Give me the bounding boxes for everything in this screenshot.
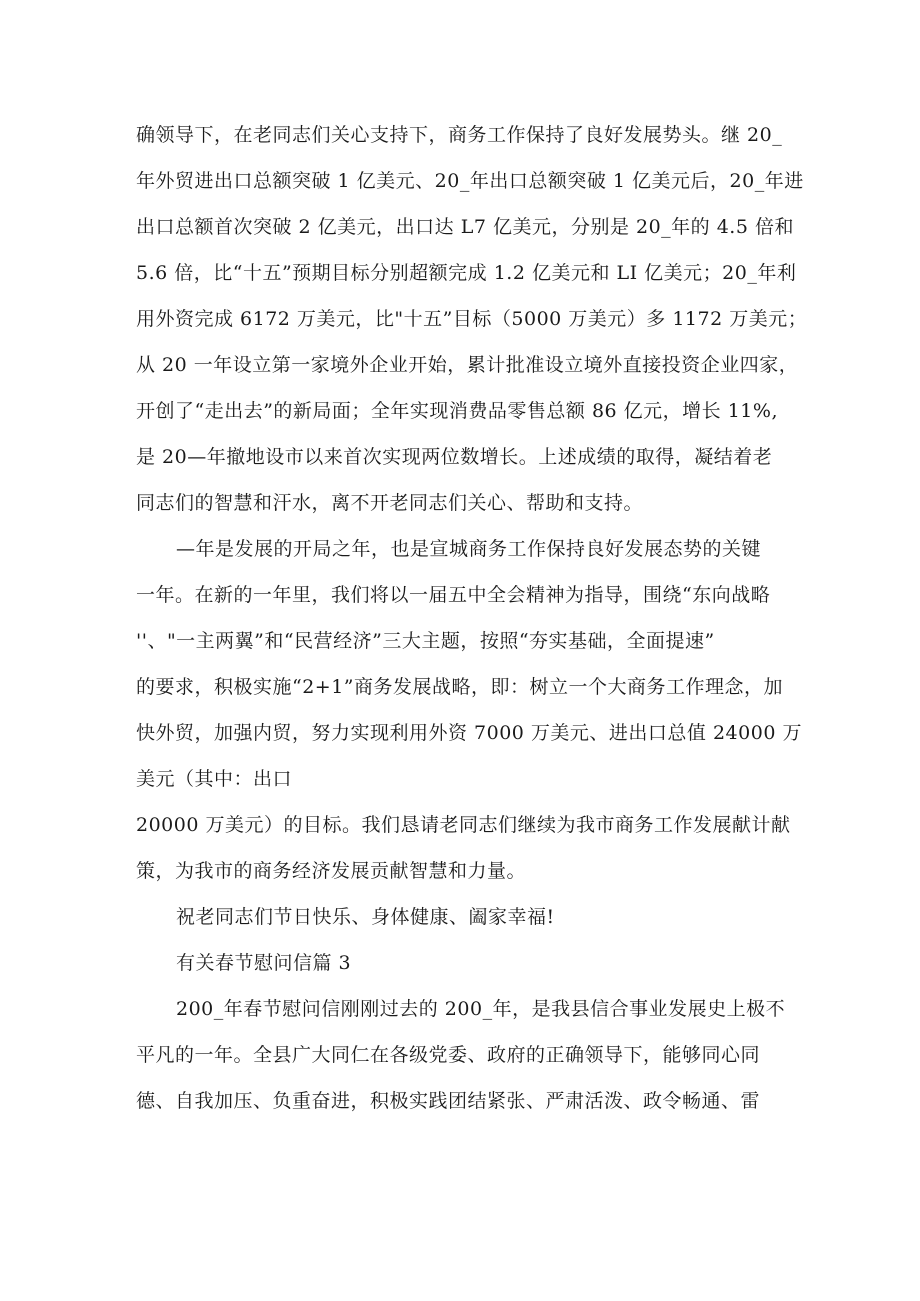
- text-line: ''、"一主两翼”和“民营经济”三大主题，按照“夯实基础，全面提速”: [136, 630, 715, 652]
- document-body: [136, 112, 808, 1124]
- text-line: 一年。在新的一年里，我们将以一届五中全会精神为指导，围绕“东向战略: [136, 584, 771, 606]
- text-line: 用外资完成 6172 万美元，比"十五”目标（5000 万美元）多 1172 万美元；: [136, 308, 808, 330]
- text-line: 年外贸进出口总额突破 1 亿美元、20_年出口总额突破 1 亿美元后，20_年进: [136, 170, 804, 192]
- text-line: 美元（其中：出口: [136, 768, 293, 790]
- text-line: 德、自我加压、负重奋进，积极实践团结紧张、严肃活泼、政令畅通、雷: [136, 1090, 761, 1112]
- text-line: 平凡的一年。全县广大同仁在各级党委、政府的正确领导下，能够同心同: [136, 1044, 761, 1066]
- text-line: 祝老同志们节日快乐、身体健康、阖家幸福!: [176, 906, 555, 928]
- text-line: 5.6 倍，比“十五”预期目标分别超额完成 1.2 亿美元和 LI 亿美元；20_年利: [136, 262, 797, 284]
- section-heading: 有关春节慰问信篇 3: [176, 952, 352, 974]
- text-line: 策，为我市的商务经济发展贡献智慧和力量。: [136, 860, 527, 882]
- text-line: 的要求，积极实施“2+1”商务发展战略，即：树立一个大商务工作理念，加: [136, 676, 784, 698]
- text-line: 从 20 一年设立第一家境外企业开始，累计批准设立境外直接投资企业四家，: [136, 354, 799, 376]
- text-line: 200_年春节慰问信刚刚过去的 200_年，是我县信合事业发展史上极不: [176, 998, 786, 1020]
- text-line: 同志们的智慧和汗水，离不开老同志们关心、帮助和支持。: [136, 492, 644, 514]
- text-line: 出口总额首次突破 2 亿美元，出口达 L7 亿美元，分别是 20_年的 4.5 倍和: [136, 216, 794, 238]
- text-line: 快外贸，加强内贸，努力实现利用外资 7000 万美元、进出口总值 24000 万: [136, 722, 802, 744]
- text-line: 20000 万美元）的目标。我们恳请老同志们继续为我市商务工作发展献计献: [136, 814, 791, 836]
- text-line: 是 20—年撤地设市以来首次实现两位数增长。上述成绩的取得，凝结着老: [136, 446, 773, 468]
- text-line: —年是发展的开局之年，也是宣城商务工作保持良好发展态势的关键: [176, 538, 762, 560]
- text-line: 开创了“走出去”的新局面；全年实现消费品零售总额 86 亿元，增长 11%,: [136, 400, 778, 422]
- text-line: 确领导下，在老同志们关心支持下，商务工作保持了良好发展势头。继 20_: [136, 124, 783, 146]
